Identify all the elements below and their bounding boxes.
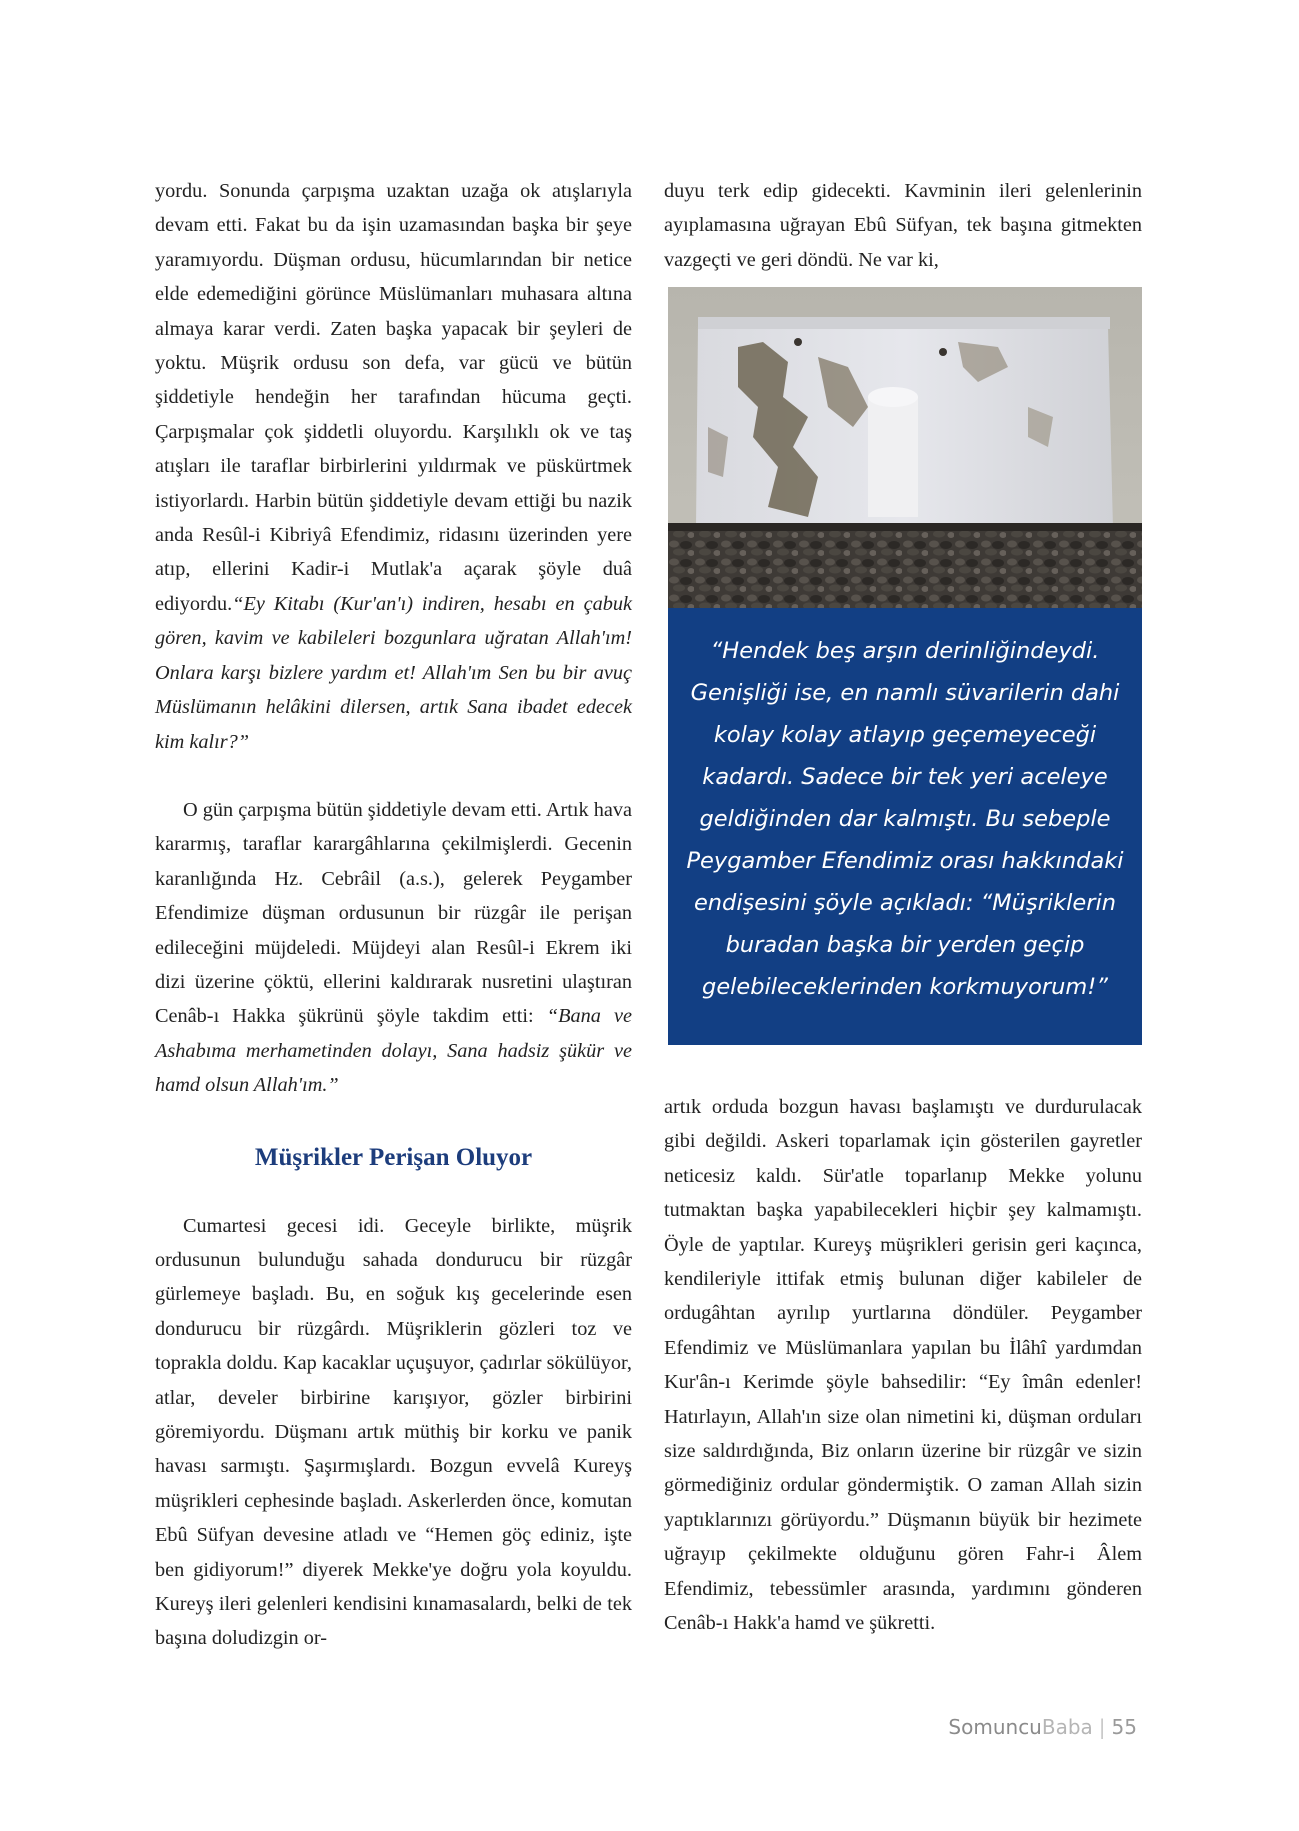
thanks-quote: “Bana ve Ashabıma merhametinden dolayı, Sana hadsiz şükür ve hamd olsun Allah'ım.” — [155, 1005, 632, 1097]
page-number: 55 — [1111, 1715, 1137, 1739]
paragraph-4: duyu terk edip gidecekti. Kavminin ileri gelenlerinin ayıplamasına uğrayan Ebû Süfyan, tek başına gitmekten vazgeçti ve geri döndü. Ne var ki, — [664, 180, 1142, 271]
paragraph-2-text: O gün çarpışma bütün şiddetiyle devam etti. Artık hava kararmış, taraflar karargâhlarına çekilmişlerdi. Gecenin karanlığında Hz. Cebrâil (a.s.), gelerek Peygamber Efendimize düşman ordusunun bir rüzgâr ile perişan edileceğini müjdeledi. Müjdeyi alan Resûl-i Ekrem iki dizi üzerine çöktü, ellerini kaldırarak nusretini ulaştıran Cenâb-ı Hakka şükrünü şöyle takdim etti: — [155, 798, 632, 1028]
left-column — [155, 174, 632, 1656]
magazine-name-part-1: Somuncu — [948, 1715, 1042, 1739]
trench-wall-photo — [668, 287, 1142, 608]
magazine-name-part-2: Baba — [1041, 1715, 1093, 1739]
dua-quote: “Ey Kitabı (Kur'an'ı) indiren, hesabı en çabuk gören, kavim ve kabileleri bozgunlara uğratan Allah'ım! Onlara karşı bizlere yardım et! Allah'ım Sen bu bir avuç Müslümanın helâkini dilersen, artık Sana ibadet edecek kim kalır?” — [155, 592, 632, 753]
pull-quote-box — [668, 608, 1142, 1045]
paragraph-3: Cumartesi gecesi idi. Geceyle birlikte, müşrik ordusunun bulunduğu sahada dondurucu bir rüzgâr gürlemeye başladı. Bu, en soğuk kış gecelerinde esen dondurucu bir rüzgârdı. Müşriklerin gözleri toz ve toprakla doldu. Kap kacaklar uçuşuyor, çadırlar sökülüyor, atlar, develer birbirine karışıyor, gözler birbirini göremiyordu. Düşmanı artık müthiş bir korku ve panik havası sarmıştı. Şaşırmışlardı. Bozgun evvelâ Kureyş müşrikleri cephesinde başladı. Askerlerden önce, komutan Ebû Süfyan devesine atladı ve “Hemen göç ediniz, işte ben gidiyorum!” diyerek Mekke'ye doğru yola koyuldu. Kureyş ileri gelenleri kendisini kınamasalardı, belki de tek başına doludizgin or- — [155, 1214, 632, 1650]
right-column-bottom — [664, 1090, 1142, 1641]
right-column-top — [664, 174, 1142, 277]
paragraph-gap — [155, 759, 632, 793]
footer-separator: | — [1098, 1715, 1106, 1739]
paragraph-5: artık orduda bozgun havası başlamıştı ve durdurulacak gibi değildi. Askeri toparlamak için gösterilen gayretler neticesiz kaldı. Sür'atle toparlanıp Mekke yolunu tutmaktan başka yapabilecekleri hiçbir şey kalmamıştı. Öyle de yaptılar. Kureyş müşrikleri gerisin geri kaçınca, kendileriyle ittifak etmiş bulunan diğer kabileler de ordugâhtan ayrılıp yurtlarına döndüler. Peygamber Efendimiz ve Müslümanlara yapılan bu İlâhî yardımdan Kur'ân-ı Kerimde şöyle bahsedilir: “Ey îmân edenler! Hatırlayın, Allah'ın size olan nimetini ki, düşman orduları size saldırdığında, Biz onların üzerine bir rüzgâr ve sizin görmediğiniz ordular göndermiştik. O zaman Allah sizin yaptıklarınızı görüyordu.” Düşmanın büyük bir hezimete uğrayıp çekilmekte olduğunu gören Fahr-i Âlem Efendimiz, tebessümler arasında, yardımını gönderen Cenâb-ı Hakk'a hamd ve şükretti. — [664, 1096, 1142, 1635]
section-heading: Müşrikler Perişan Oluyor — [254, 1143, 533, 1171]
page-footer — [948, 1715, 1137, 1739]
paragraph-2 — [155, 793, 632, 1103]
paragraph-1-text: yordu. Sonunda çarpışma uzaktan uzağa ok atışlarıyla devam etti. Fakat bu da işin uzamasından başka bir şeye yaramıyordu. Düşman ordusu, hücumlarından bir netice elde edemediğini görünce Müslümanları muhasara altına almaya karar verdi. Zaten başka yapacak bir şeyleri de yoktu. Müşrik ordusu son defa, var gücü ve bütün şiddetiyle hendeğin her tarafından hücuma geçti. Çarpışmalar çok şiddetli oluyordu. Karşılıklı ok ve taş atışları ile taraflar birbirlerini yıldırmak ve püskürtmek istiyorlardı. Harbin bütün şiddetiyle devam ettiği bu nazik anda Resûl-i Kibriyâ Efendimiz, ridasını üzerinden yere atıp, ellerini Kadir-i Mutlak'a açarak şöyle duâ ediyordu. — [155, 180, 632, 615]
pull-quote-text: “Hendek beş arşın derinliğindeydi. Genişliği ise, en namlı süvarilerin dahi kolay kolay atlayıp geçemeyeceği kadardı. Sadece bir tek yeri aceleye geldiğinden dar kalmıştı. Bu sebeple Peygamber Efendimiz orası hakkındaki endişesini şöyle açıkladı: “Müşriklerin buradan başka bir yerden geçip gelebileceklerinden korkmuyorum!” — [686, 638, 1124, 1000]
paragraph-1 — [155, 174, 632, 759]
